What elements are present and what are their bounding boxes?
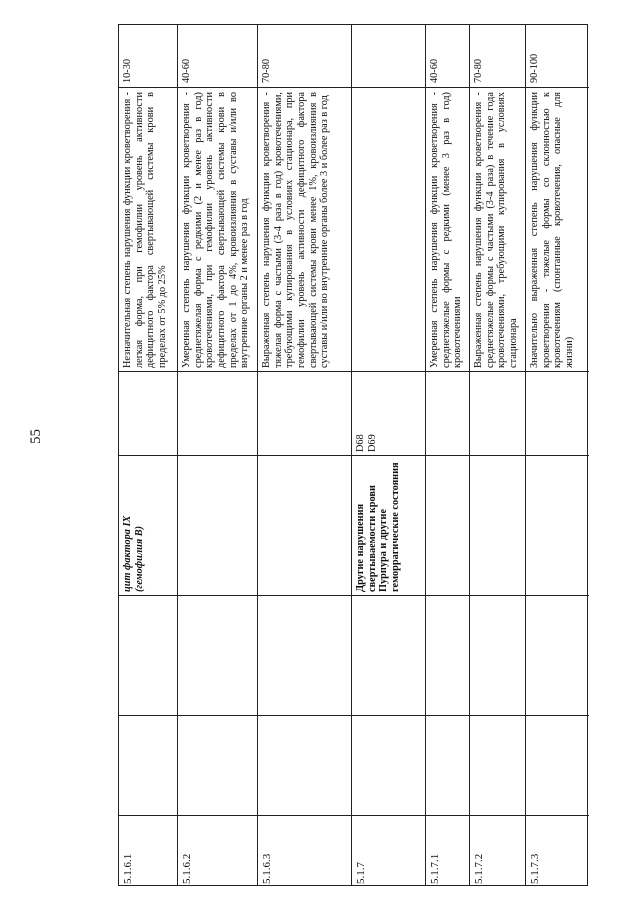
disease-name: цит фактора IX (гемофилия В) [122, 515, 145, 592]
table-row [469, 25, 525, 885]
empty-cell [119, 715, 177, 815]
table-row [425, 25, 469, 885]
code-cell [426, 815, 469, 887]
value-cell [352, 25, 425, 87]
mkb-cell [526, 371, 589, 455]
code-cell [119, 815, 177, 887]
description-cell [526, 87, 589, 371]
row-code: 5.1.6.2 [181, 853, 193, 884]
value-cell [470, 25, 525, 87]
name-cell [119, 455, 177, 595]
row-code: 5.1.6.3 [261, 853, 273, 884]
page-number: 55 [28, 429, 44, 444]
description-cell [258, 87, 351, 371]
description-text: Незначительная степень нарушения функции кроветворения - легкая форма, при гемофилии уровень активности дефицитного фактора свертывающей системы крови в пределах от 5% до 25% [122, 92, 168, 368]
row-code: 5.1.6.1 [122, 853, 134, 884]
description-text: Значительно выраженная степень нарушения функции кроветворения - тяжелые формы со склонностью к кровотечениям (спонтанные кровотечения, опасные для жизни) [529, 92, 575, 368]
name-cell [426, 455, 469, 595]
table-row [257, 25, 351, 885]
empty-cell [526, 595, 589, 715]
description-cell [426, 87, 469, 371]
value-cell [178, 25, 257, 87]
description-cell [119, 87, 177, 371]
empty-cell [258, 595, 351, 715]
empty-cell [426, 595, 469, 715]
empty-cell [470, 595, 525, 715]
empty-cell [352, 595, 425, 715]
empty-cell [119, 595, 177, 715]
name-cell [352, 455, 425, 595]
table-row [525, 25, 589, 885]
empty-cell [426, 715, 469, 815]
page-table [118, 24, 588, 886]
code-cell [470, 815, 525, 887]
value-cell [119, 25, 177, 87]
table-row [351, 25, 425, 885]
mkb-cell [178, 371, 257, 455]
description-cell [470, 87, 525, 371]
description-text: Выраженная степень нарушения функции кроветворения - среднетяжелые формы с частыми (3-4 раза) в течение года кровотечениями, требующими купирования в условиях стационара [473, 92, 519, 368]
mkb-cell [258, 371, 351, 455]
percent-value: 40-60 [429, 58, 440, 83]
value-cell [426, 25, 469, 87]
row-code: 5.1.7.3 [529, 853, 541, 884]
name-cell [258, 455, 351, 595]
percent-value: 90-100 [529, 53, 540, 83]
code-cell [352, 815, 425, 887]
name-cell [178, 455, 257, 595]
code-cell [178, 815, 257, 887]
empty-cell [178, 595, 257, 715]
row-code: 5.1.7.1 [429, 853, 441, 884]
description-text: Выраженная степень нарушения функции кроветворения - тяжелая форма с частыми (3-4 раза в год) кровотечениями, требующими купирования в условиях стационара, при гемофилии уровень активности дефицитного фактора свертывающей системы крови менее 1%, кровоизлияния в суставы и/или во внутренние органы более 3 и более раз в год [261, 92, 331, 368]
description-text: Умеренная степень нарушения функции кроветворения - среднетяжелая форма с редкими (2 и менее раз в год) кровотечениями, при гемофилии уровень активности дефицитного фактора свертывающей системы крови в пределах от 1 до 4%, кровоизлияния в суставы и/или во внутренние органы 2 и менее раз в год [181, 92, 251, 368]
icd-code: D68 D69 [355, 434, 378, 452]
disease-name: Другие нарушения свертываемости крови Пурпура и другие геморрагические состояния [355, 462, 401, 592]
row-code: 5.1.7.2 [473, 853, 485, 884]
percent-value: 40-60 [181, 58, 192, 83]
empty-cell [258, 715, 351, 815]
table-row [119, 25, 177, 885]
empty-cell [352, 715, 425, 815]
code-cell [526, 815, 589, 887]
mkb-cell [352, 371, 425, 455]
percent-value: 70-80 [261, 58, 272, 83]
description-cell [352, 87, 425, 371]
name-cell [526, 455, 589, 595]
description-text: Умеренная степень нарушения функции кроветворения - среднетяжелые формы с редкими (менее 3 раз в год) кровотечениями [429, 92, 464, 368]
table-row [177, 25, 257, 885]
row-code: 5.1.7 [355, 862, 367, 884]
empty-cell [178, 715, 257, 815]
empty-cell [526, 715, 589, 815]
code-cell [258, 815, 351, 887]
value-cell [526, 25, 589, 87]
percent-value: 70-80 [473, 58, 484, 83]
mkb-cell [470, 371, 525, 455]
mkb-cell [119, 371, 177, 455]
percent-value: 10-30 [122, 58, 133, 83]
value-cell [258, 25, 351, 87]
name-cell [470, 455, 525, 595]
mkb-cell [426, 371, 469, 455]
empty-cell [470, 715, 525, 815]
description-cell [178, 87, 257, 371]
